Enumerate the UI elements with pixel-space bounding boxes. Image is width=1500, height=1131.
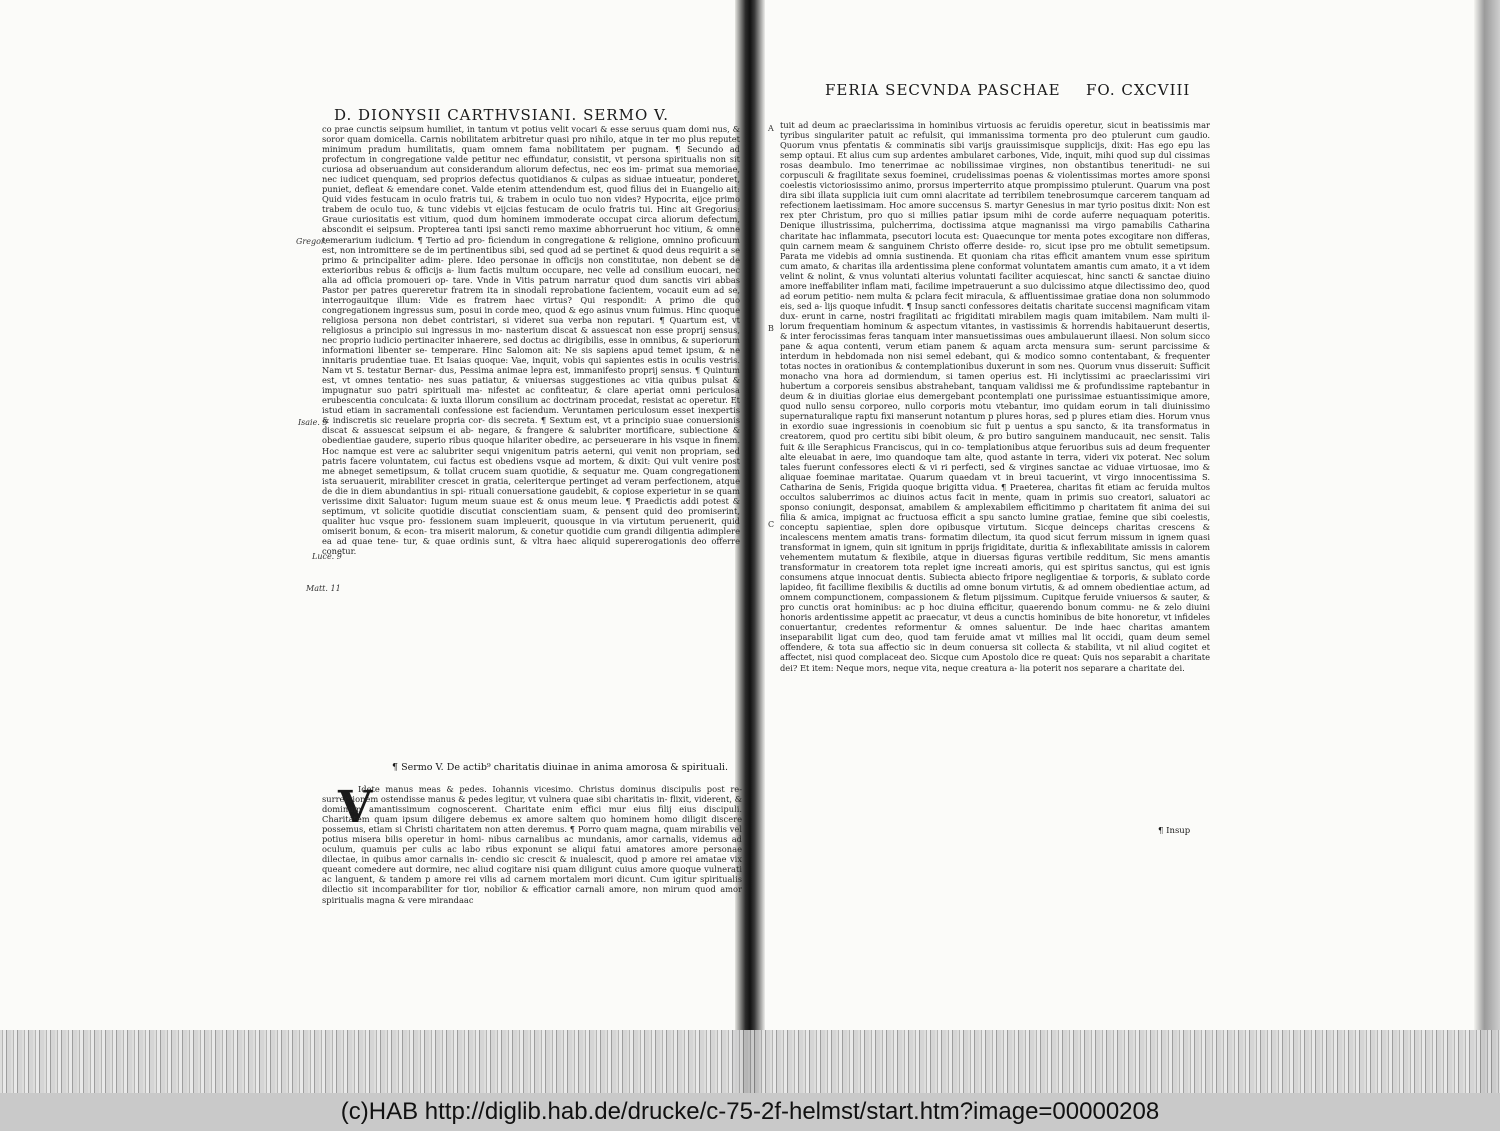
left-page-body-text: co prae cunctis seipsum humiliet, in tantum vt potius velit vocari & esse seruus quam domi nus, & soror quam domicella. Carnis nobilitatem arbitretur quasi pro nihilo, atque in ter mo plus reputet minimum pradum humilitatis, quam omnem fama nobilitatem per pugnam. ¶ Secundo ad profectum in congregatione valde petitur nec effundatur, consistit, vt persona spiritualis non sit curiosa ad obseruandum aut considerandum aliorum defectus, nec eos im- primat sua memoriae, nec iudicet quenquam, sed proprios defectus quotidianos & culpas as siduae intueatur, ponderet, puniet, defleat & emendare conet. Valde etenim attendendum est, quod filius dei in Euangelio ait: Quid vides festucam in oculo fratris tui, & trabem in oculo tuo non vides? Hypocrita, eijce primo trabem de oculo tuo, & tunc videbis vt eijcias festucam de oculo fratris tui. Hinc ait Gregorius: Graue curiositatis est vitium, quod dum hominem immoderate occupat circa aliorum defectum, abscondit ei seipsum. Propterea tanti ipsi sancti remo maxime abhorruerunt hoc vitium, & omne temerarium iudicium. ¶ Tertio ad pro- ficiendum in congregatione & religione, omnino proficuum est, non intromittere se de im pertinentibus sibi, sed quod ad se pertinet & quod deus requirit a se primo & principaliter adim- plere. Ideo personae in officijs non constitutae, non debent se de exterioribus rebus & officijs a- lium factis multum occupare, nec velle ad consilium euocari, nec alia ad officia promoueri op- tare. Vnde in Vitis patrum narratur quod dum sanctis viri abbas Pastor per patres quereretur fratrem ita in sinodali reprobatione facientem, vocauit eum ad se, interrogauitque illum: Vide es fratrem haec virtus? Qui respondit: A primo die quo congregationem ingressus sum, posui in corde meo, quod & ego asinus vnum fuimus. Hinc quoque religiosa persona non debet contristari, si videret sua verba non reputari. ¶ Quartum est, vt religiosus a principio sui ingressus in mo- nasterium discat & assuescat non esse proprij sensus, nec proprio iudicio pertinaciter inhaerere, sed doctus ac dirigibilis, esse in omnibus, & superiorum informationi libenter se- temperare. Hinc Salomon ait: Ne sis sapiens apud temet ipsum, & ne innitaris prudentiae tuae. Et Isaias quoque: Vae, inquit, vobis qui sapientes estis in oculis vestris. Nam vt S. testatur Bernar- dus, Pessima animae lepra est, immanifesto proprij sensus. ¶ Quintum est, vt omnes tentatio- nes suas patiatur, & vniuersas suggestiones ac vitia quibus pulsat & impugnatur suo patri spirituali ma- nifestet ac confiteatur, & clare aperiat omni periculosa erubescentia conculcata: & iuxta illorum consilium ac doctrinam procedat, resistat ac operetur. Et istud etiam in sacramentali confessione est faciendum. Veruntamen periculosum esset inexpertis & indiscretis sic reuelare propria cor- dis secreta. ¶ Sextum est, vt a principio suae conuersionis discat & assuescat seipsum ei ab- negare, & frangere & salubriter mortificare, subiectione & obedientiae gaudere, superio ribus quoque hilariter obedire, ac perseuerare in his vsque in finem. Hoc namque est vere ac salubriter sequi vnigenitum patris aeterni, qui venit non propriam, sed patris facere voluntatem, cui factus est obediens vsque ad mortem, & dixit: Qui vult venire post me abneget semetipsum, & tollat crucem suam quotidie, & sequatur me. Quam congregationem ista seruauerit, mirabiliter crescet in gratia, celeriterque pertinget ad veram perfectionem, atque de die in diem abundantius in spi- rituali conuersatione gaudebit, & copiose experietur in se quam verissime dixit Saluator: Iugum meum suaue est & onus meum leue. ¶ Praedictis addi potest & septimum, vt solicite quotidie discutiat conscientiam suam, & pensent quid deo promiserint, qualiter huc vsque pro- fessionem suam impleuerit, quousque in via virtutum peruenerit, quid omiserit bonum, & econ- tra miserit malorum, & conetur quotidie cum grandi diligentia adimplere ea ad quae tene- tur, & quae ordinis sunt, & vltra haec aliquid supererogationis deo offerre conetur. [322, 124, 740, 556]
folio-number: FO. CXCVIII [1086, 81, 1191, 99]
margin-letter-b: B [768, 324, 774, 333]
footer-credit-bar [0, 1093, 1500, 1131]
drop-cap-initial: V [338, 782, 373, 833]
margin-letter-a: A [768, 124, 774, 133]
right-page-body-text: tuit ad deum ac praeclarissima in hominibus virtuosis ac feruidis operetur, sicut in beatissimis mar tyribus singulariter patuit ac refulsit, qui immanissima tormenta pro deo ptulerunt cum gaudio. Quorum vnus pfentatis & comminatis sibi varijs grauissimisque supplicijs, dixit: Has ego epu las semp optaui. Et alius cum sup ardentes ambularet carbones, Vide, inquit, mihi quod sup dul cissimas rosas deambulo. Imo tenerrimae ac nobilissimae virgines, non obstantibus teneritudi- ne sui corpusculi & fragilitate sexus foeminei, crudelissimas poenas & violentissimas mortes amore sponsi coelestis victoriosissimo animo, prorsus imperterrito atque prompissimo ptulerunt. Quarum vna post dira sibi illata supplicia iuit cum omni alacritate ad terribilem tenebrosumque carcerem tanquam ad refectionem laetissimam. Hoc amore succensus S. martyr Genesius in mar tyrio positus dixit: Non est rex pter Christum, pro quo si millies patiar ipsum mihi de corde auferre nequaquam poteritis. Denique illustrissima, pulcherrima, doctissima atque magnanissi ma virgo pamabilis Catharina charitate hac inflammata, psecutori locuta est: Quaecunque tor menta potes excogitare non differas, quin carnem meam & sanguinem Christo offerre deside- ro, sicut ipse pro me obtulit semetipsum. Parata me videbis ad omnia sustinenda. Et quoniam cha ritas efficit amantem vnum esse spiritum cum amato, & charitas illa ardentissima plene conformat voluntatem amantis cum amato, it a vt idem velint & nolint, & vnus voluntati alterius voluntati faciliter acquiescat, hinc sancti & sanctae diuino amore ineffabiliter inflam mati, facilime impetrauerunt a suo dulcissimo atque dilectissimo deo, quod ad eorum petitio- nem multa & pclara fecit miracula, & affluentissimae gratiae dona non solummodo eis, sed a- lijs quoque infudit. ¶ Insup sancti confessores deitatis charitate succensi magnificam vitam dux- erunt in carne, nostri fragilitati ac frigiditati mirabilem magis quam imitabilem. Nam multi il- lorum frequentiam hominum & aspectum vitantes, in vastissimis & horrendis habitauerunt desertis, & inter ferocissimas feras tanquam inter mansuetissimas oues ambulauerunt illaesi. Non solum sicco pane & aqua contenti, verum etiam panem & aquam arcta mensura sum- serunt parcissime & interdum in hebdomada non nisi semel edebant, qui & modico somno contentabant, & frequenter totas noctes in orationibus & contemplationibus duxerunt in som nes. Quorum vnus disseruit: Sufficit monacho vna hora ad dormiendum, si tamen operius est. Hi inclytissimi ac praeclarissimi viri hubertum a corporeis sensibus abstrahebant, tanquam validissi me & profundissime raptebantur in deum & in diuitias gloriae eius demergebant pcontemplati one purissimae estuantissimique amore, quod nullo sensu corporeo, nullo corporis motu vtebantur, imo quidam eorum in tali diuinissimo supernaturalique raptu fixi manserunt notantum p plures horas, sed p plures etiam dies. Horum vnus in exordio suae ingressionis in coenobium sic fuit p uentus a spu sancto, & ita transformatus in creatorem, quod pro certitu sibi bibit oleum, & pro butiro sanguinem manducauit, nec sensit. Talis fuit & ille Seraphicus Franciscus, qui in co- templationibus atque feruoribus suis ad deum frequenter alte eleuabat in aere, imo quandoque tam alte, quod astante in terra, videri vix poterat. Nec solum tales fuerunt confessores electi & vi ri perfecti, sed & virgines sanctae ac viduae virtuosae, imo & aliquae foeminae maritatae. Quarum quaedam vt in breui tacuerint, vt virgo innocentissima S. Catharina de Senis, Frigida quoque brigitta vidua. ¶ Praeterea, charitas fit etiam ac feruida multos occultos saluberrimos ac diuinos actus facit in mente, quam in primis suo creatori, saluatori ac sponso coniungit, desponsat, amabilem & amplexabilem efficitimmo p charitatem fit anima dei sui filia & amica, impignat ac fructuosa efficit a spu sancto lumine gratiae, femine que sibi coelestis, conceptu sapientiae, splen dore opibusque virtutum. Sicque deinceps charitas crescens & incalescens mentem amatis trans- formatim dilectum, ita quod sicut ferrum missum in ignem quasi transformat in ignem, quin sit ignitum in pprijs frigiditate, duritia & inflexabilitate amissis in calorem vehementem mutatum & flexibile, atque in diuersas figuras vertibile redditum, Sic mens amantis transformatur in creatorem tota replet igne increati amoris, qui est spiritus sanctus, qui est ignis consumens atque innocuat dentis. Subiecta abiecto fripore negligentiae & torporis, & sublato corde lapideo, fit facillime flexibilis & ductilis ad omne bonum virtutis, & ad omnem obedientiae actum, ad omnem compunctionem, compassionem & fletum pijssimum. Cupitque feruide vniuersos & sauter, & pro cunctis orat hominibus: ac p hoc diuina efficitur, quaerendo bonum commu- ne & zelo diuini honoris ardentissime appetit ac praecatur, vt deus a cunctis hominibus de bite honoretur, vt infideles conuertantur, credentes reformentur & omnes saluentur. De inde haec charitas amantem inseparabilit ligat cum deo, quod tam feruide amat vt millies mal lit occidi, quam deum semel offendere, & tota sua affectio sic in deum conuersa sit collecta & stabilita, vt nil aliud cogitet et affectet, nisi quod complaceat deo. Sicque cum Apostolo dice re queat: Quis nos separabit a charitate dei? Et item: Neque mors, neque vita, neque creatura a- lia poterit nos separare a charitate dei. [780, 120, 1210, 673]
footer-credit-text: (c)HAB http://diglib.hab.de/drucke/c-75-2f-helmst/start.htm?image=00000208 [340, 1098, 1160, 1125]
left-running-head: D. DIONYSII CARTHVSIANI. SERMO V. [334, 106, 669, 124]
scan-edge-noise [0, 1030, 1500, 1093]
page-edge-shadow [1474, 0, 1500, 1093]
margin-note-gregor: Gregor. [296, 237, 327, 246]
sermon-body-text: Idete manus meas & pedes. Iohannis vicesimo. Christus dominus discipulis post re- surrectionem ostendisse manus & pedes legitur, vt vulnera quae sibi charitatis in- flixit, viderent, & dominum amantissimum cognoscerent. Charitate enim effici mur eius filij eius discipuli. Charitatem quam ipsum diligere debemus ex amore saltem quo hominem homo diligit discere possemus, etiam si Christi charitatem non atten deremus. ¶ Porro quam magna, quam mirabilis vel potius misera bilis operetur in homi- nibus carnalibus ac mundanis, amor carnalis, videmus ad oculum, quamuis per culis ac labo ribus exponunt se aliqui fatui amatores amore personae dilectae, in quibus amor carnalis in- cendio sic crescit & inualescit, quod p amore rei amatae vix queant comedere aut dormire, nec aliud cogitare nisi quam diligunt cuius amore quoque vulnerati ac languent, & tandem p amore rei vilis ad carnem mortalem mori dicunt. Cum igitur spiritualis dilectio sit incomparabiliter for tior, nobilior & efficatior carnali amore, non mirum quod amor spiritualis magna & vere mirandaac [322, 784, 742, 905]
right-running-head: FERIA SECVNDA PASCHAE [825, 81, 1061, 99]
margin-letter-c: C [768, 520, 775, 529]
margin-note-matt: Matt. 11 [306, 584, 341, 593]
catchword: ¶ Insup [1158, 826, 1191, 836]
sermon-heading: ¶ Sermo V. De actib⁹ charitatis diuinae in anima amorosa & spirituali. [392, 762, 728, 773]
margin-note-luce: Luce. 9 [312, 552, 342, 561]
margin-note-isaie: Isaie. 5 [298, 418, 328, 427]
